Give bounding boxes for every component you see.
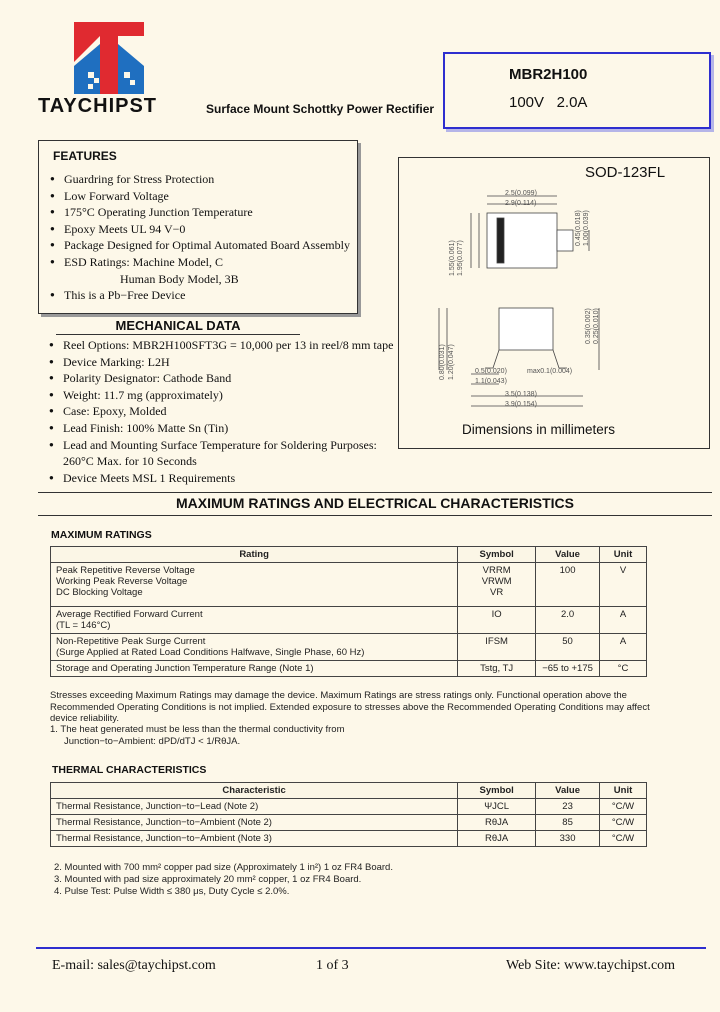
thermal-table: [50, 782, 647, 847]
part-ratings: [509, 94, 587, 111]
column-header: Symbol: [458, 547, 536, 563]
value-cell: 50: [536, 634, 600, 661]
symbol-cell: IFSM: [458, 634, 536, 661]
table-row: [51, 831, 647, 847]
footer-page-number: 1 of 3: [316, 958, 349, 973]
taychipst-logo-icon: [74, 22, 144, 94]
value-cell: −65 to +175: [536, 661, 600, 677]
note-4: 4. Pulse Test: Pulse Width ≤ 380 μs, Duty Cycle ≤ 2.0%.: [54, 886, 290, 897]
unit-cell: A: [600, 607, 647, 634]
dim-side-height: 1.55(0.061): [449, 240, 456, 276]
dim-body-thickness-max: 1.20(0.047): [448, 344, 455, 380]
column-header: Characteristic: [51, 783, 458, 799]
mechanical-item: ● Device Meets MSL 1 Requirements: [46, 470, 393, 487]
value-cell: 23: [536, 799, 600, 815]
column-header: Value: [536, 783, 600, 799]
part-current: 2.0A: [556, 94, 588, 111]
characteristic-cell: Thermal Resistance, Junction−to−Ambient (Note 2): [51, 815, 458, 831]
unit-cell: °C/W: [600, 815, 647, 831]
feature-item: ● Low Forward Voltage: [47, 188, 350, 205]
symbol-cell: ΨJCL: [458, 799, 536, 815]
feature-item: ● ESD Ratings: Machine Model, C: [47, 254, 350, 271]
column-header: Symbol: [458, 783, 536, 799]
footer-email: E-mail: sales@taychipst.com: [52, 958, 216, 973]
mechanical-item: ● Case: Epoxy, Molded: [46, 403, 393, 420]
dim-lead-length: 1.1(0.043): [475, 378, 507, 385]
mechanical-item: ● Lead Finish: 100% Matte Sn (Tin): [46, 420, 393, 437]
feature-item: ● Epoxy Meets UL 94 V−0: [47, 221, 350, 238]
table-row: [51, 799, 647, 815]
column-header: Unit: [600, 547, 647, 563]
rating-cell: Peak Repetitive Reverse Voltage Working Peak Reverse Voltage DC Blocking Voltage: [51, 563, 458, 607]
mechanical-subline: 260°C Max. for 10 Seconds: [63, 454, 197, 469]
dim-top-width: 2.5(0.099): [505, 190, 537, 197]
dim-top-width-max: 2.9(0.114): [505, 200, 537, 207]
feature-item: ● Guardring for Stress Protection: [47, 171, 350, 188]
mechanical-item: ● Device Marking: L2H: [46, 354, 393, 371]
symbol-cell: RθJA: [458, 831, 536, 847]
package-outline-drawing: [399, 158, 709, 448]
note-3: 3. Mounted with pad size approximately 20 mm² copper, 1 oz FR4 Board.: [54, 874, 362, 885]
symbol-cell: VRRM VRWM VR: [458, 563, 536, 607]
dim-lead-thickness: 0.35(0.002): [585, 308, 592, 344]
rating-cell: Average Rectified Forward Current (TL = 146°C): [51, 607, 458, 634]
mechanical-item: ● Lead and Mounting Surface Temperature for Soldering Purposes:: [46, 437, 393, 454]
unit-cell: A: [600, 634, 647, 661]
brand-name: TAYCHIPST: [38, 95, 158, 117]
part-voltage: 100V: [509, 94, 545, 111]
main-section-heading: MAXIMUM RATINGS AND ELECTRICAL CHARACTERISTICS: [38, 492, 712, 516]
mechanical-heading: MECHANICAL DATA: [56, 318, 300, 335]
dim-lead-width: 0.45(0.018): [575, 210, 582, 246]
rating-cell: Non-Repetitive Peak Surge Current (Surge Applied at Rated Load Conditions Halfwave, Single Phase, 60 Hz): [51, 634, 458, 661]
unit-cell: °C/W: [600, 831, 647, 847]
value-cell: 2.0: [536, 607, 600, 634]
column-header: Unit: [600, 783, 647, 799]
note-1-formula: Junction−to−Ambient: dPD/dTJ < 1/RθJA.: [64, 736, 241, 747]
dim-body-thickness: 0.80(0.031): [439, 344, 446, 380]
dim-lead-thickness-min: 0.25(0.010): [593, 308, 600, 344]
dim-total-length: 3.5(0.138): [505, 391, 537, 398]
note-1: 1. The heat generated must be less than the thermal conductivity from: [50, 724, 345, 735]
features-list: [47, 171, 350, 304]
column-header: Value: [536, 547, 600, 563]
feature-item: ● This is a Pb−Free Device: [47, 287, 350, 304]
value-cell: 330: [536, 831, 600, 847]
document-subtitle: Surface Mount Schottky Power Rectifier: [206, 102, 435, 116]
dim-lead-width-max: 1.00(0.039): [583, 210, 590, 246]
feature-subline: Human Body Model, 3B: [120, 271, 239, 286]
note-2: 2. Mounted with 700 mm² copper pad size (Approximately 1 in²) 1 oz FR4 Board.: [54, 862, 393, 873]
dim-side-height-max: 1.95(0.077): [457, 240, 464, 276]
feature-item: ● 175°C Operating Junction Temperature: [47, 204, 350, 221]
features-heading: FEATURES: [53, 149, 117, 163]
stress-notes: Stresses exceeding Maximum Ratings may damage the device. Maximum Ratings are stress ratings only. Functional operation above the Recommended Operating Conditions is not implied. Extended exposure to stresses above the Recommended Operating Conditions may affect device reliability.: [50, 690, 650, 724]
table-row: [51, 563, 647, 607]
dim-total-length-max: 3.9(0.154): [505, 401, 537, 408]
unit-cell: °C: [600, 661, 647, 677]
dim-pad: 0.5(0.020): [475, 368, 507, 375]
part-number-box: [443, 52, 711, 129]
feature-item: ● Package Designed for Optimal Automated Board Assembly: [47, 237, 350, 254]
symbol-cell: IO: [458, 607, 536, 634]
footer-divider: [36, 947, 706, 949]
unit-cell: °C/W: [600, 799, 647, 815]
mechanical-item: ● Polarity Designator: Cathode Band: [46, 370, 393, 387]
mechanical-list: [46, 337, 393, 486]
table-header-row: [51, 547, 647, 563]
thermal-heading: THERMAL CHARACTERISTICS: [52, 764, 207, 776]
table-row: [51, 661, 647, 677]
characteristic-cell: Thermal Resistance, Junction−to−Lead (Note 2): [51, 799, 458, 815]
characteristic-cell: Thermal Resistance, Junction−to−Ambient (Note 3): [51, 831, 458, 847]
unit-cell: V: [600, 563, 647, 607]
package-drawing-box: [398, 157, 710, 449]
table-row: [51, 634, 647, 661]
symbol-cell: RθJA: [458, 815, 536, 831]
table-header-row: [51, 783, 647, 799]
part-number: MBR2H100: [509, 66, 588, 83]
value-cell: 100: [536, 563, 600, 607]
table-row: [51, 815, 647, 831]
column-header: Rating: [51, 547, 458, 563]
footer-website: Web Site: www.taychipst.com: [506, 958, 676, 973]
max-ratings-table: [50, 546, 647, 677]
max-ratings-heading: MAXIMUM RATINGS: [51, 529, 152, 541]
table-row: [51, 607, 647, 634]
mechanical-item: ● Weight: 11.7 mg (approximately): [46, 387, 393, 404]
value-cell: 85: [536, 815, 600, 831]
features-box: [38, 140, 358, 314]
mechanical-item: ● Reel Options: MBR2H100SFT3G = 10,000 per 13 in reel/8 mm tape: [46, 337, 393, 354]
symbol-cell: Tstg, TJ: [458, 661, 536, 677]
rating-cell: Storage and Operating Junction Temperature Range (Note 1): [51, 661, 458, 677]
dim-max-pad: max0.1(0.004): [527, 368, 573, 375]
package-name: SOD-123FL: [585, 164, 666, 181]
dimensions-caption: Dimensions in millimeters: [462, 422, 616, 437]
